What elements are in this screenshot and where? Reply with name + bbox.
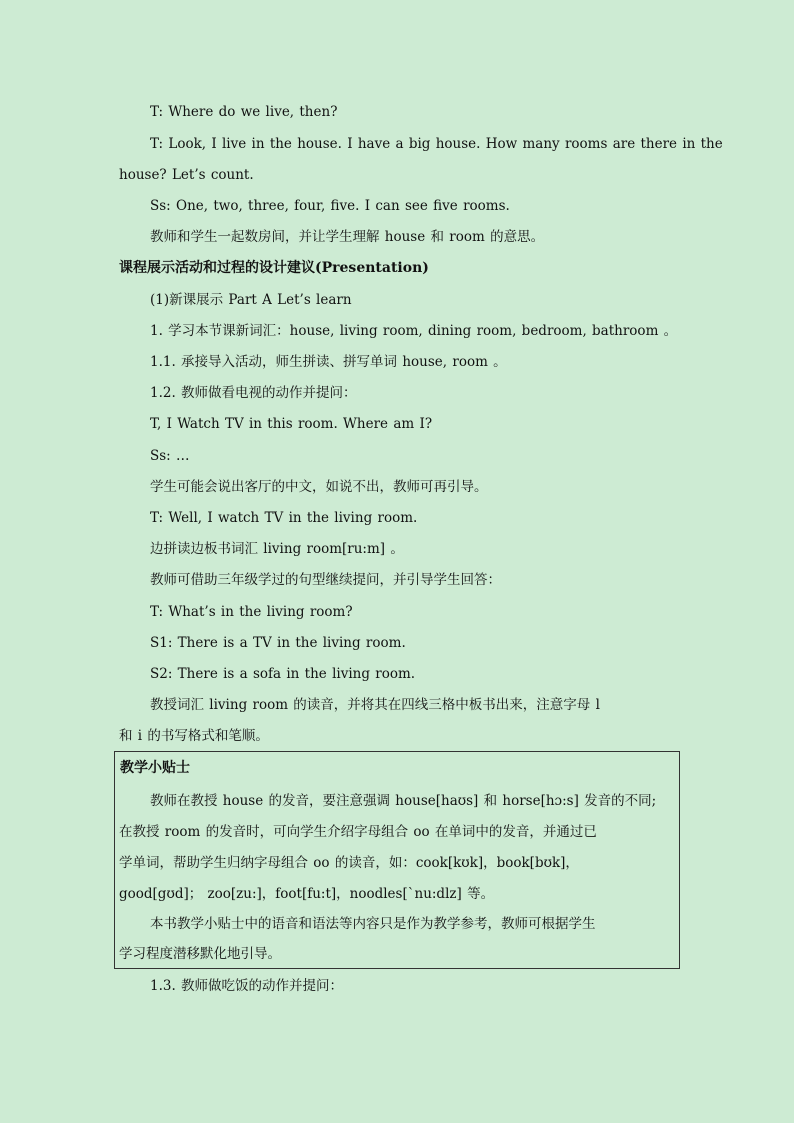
dialogue-line: T: Look, I live in the house. I have a big house. How many rooms are there in the [150, 136, 723, 152]
section-heading: 课程展示活动和过程的设计建议(Presentation) [119, 260, 429, 276]
dialogue-line: T: Where do we live, then? [150, 104, 338, 120]
tip-line: 教师在教授 house 的发音，要注意强调 house[haʊs] 和 horse[hɔ:s] 发音的不同; [150, 793, 657, 809]
dialogue-line: Ss: One, two, three, four, five. I can see five rooms. [150, 198, 510, 214]
dialogue-line: S2: There is a sofa in the living room. [150, 666, 416, 682]
dialogue-line: S1: There is a TV in the living room. [150, 635, 406, 651]
dialogue-line: Ss: … [150, 448, 190, 464]
tip-line: good[gʊd]； zoo[zu:]，foot[fu:t]，noodles[`nu:dlz] 等。 [119, 886, 495, 902]
teaching-tip-title: 教学小贴士 [120, 760, 190, 776]
paragraph-line: 教师和学生一起数房间，并让学生理解 house 和 room 的意思。 [150, 229, 545, 245]
paragraph-line: 1.2. 教师做看电视的动作并提问： [150, 385, 357, 401]
paragraph-line: 教师可借助三年级学过的句型继续提问，并引导学生回答： [150, 572, 501, 588]
paragraph-line: 教授词汇 living room 的读音，并将其在四线三格中板书出来，注意字母 l [150, 697, 600, 713]
paragraph-line: 边拼读边板书词汇 living room[ru:m] 。 [150, 541, 404, 557]
dialogue-line: house? Let’s count. [119, 167, 254, 183]
tip-line: 学单词，帮助学生归纳字母组合 oo 的读音，如：cook[kʊk]，book[bʊk]， [119, 855, 579, 871]
tip-line: 学习程度潜移默化地引导。 [119, 946, 281, 962]
paragraph-line: 1. 学习本节课新词汇：house, living room, dining room, bedroom, bathroom 。 [150, 323, 678, 339]
paragraph-line: 和 i 的书写格式和笔顺。 [119, 728, 269, 744]
paragraph-line: 1.1. 承接导入活动，师生拼读、拼写单词 house, room 。 [150, 354, 507, 370]
paragraph-line: (1)新课展示 Part A Let’s learn [150, 292, 352, 308]
dialogue-line: T, I Watch TV in this room. Where am I? [150, 416, 433, 432]
paragraph-line: 1.3. 教师做吃饭的动作并提问： [150, 978, 344, 994]
paragraph-line: 学生可能会说出客厅的中文，如说不出，教师可再引导。 [150, 479, 488, 495]
dialogue-line: T: Well, I watch TV in the living room. [150, 510, 418, 526]
tip-line: 本书教学小贴士中的语音和语法等内容只是作为教学参考，教师可根据学生 [150, 916, 596, 932]
tip-line: 在教授 room 的发音时，可向学生介绍字母组合 oo 在单词中的发音，并通过已 [119, 824, 597, 840]
dialogue-line: T: What’s in the living room? [150, 604, 353, 620]
